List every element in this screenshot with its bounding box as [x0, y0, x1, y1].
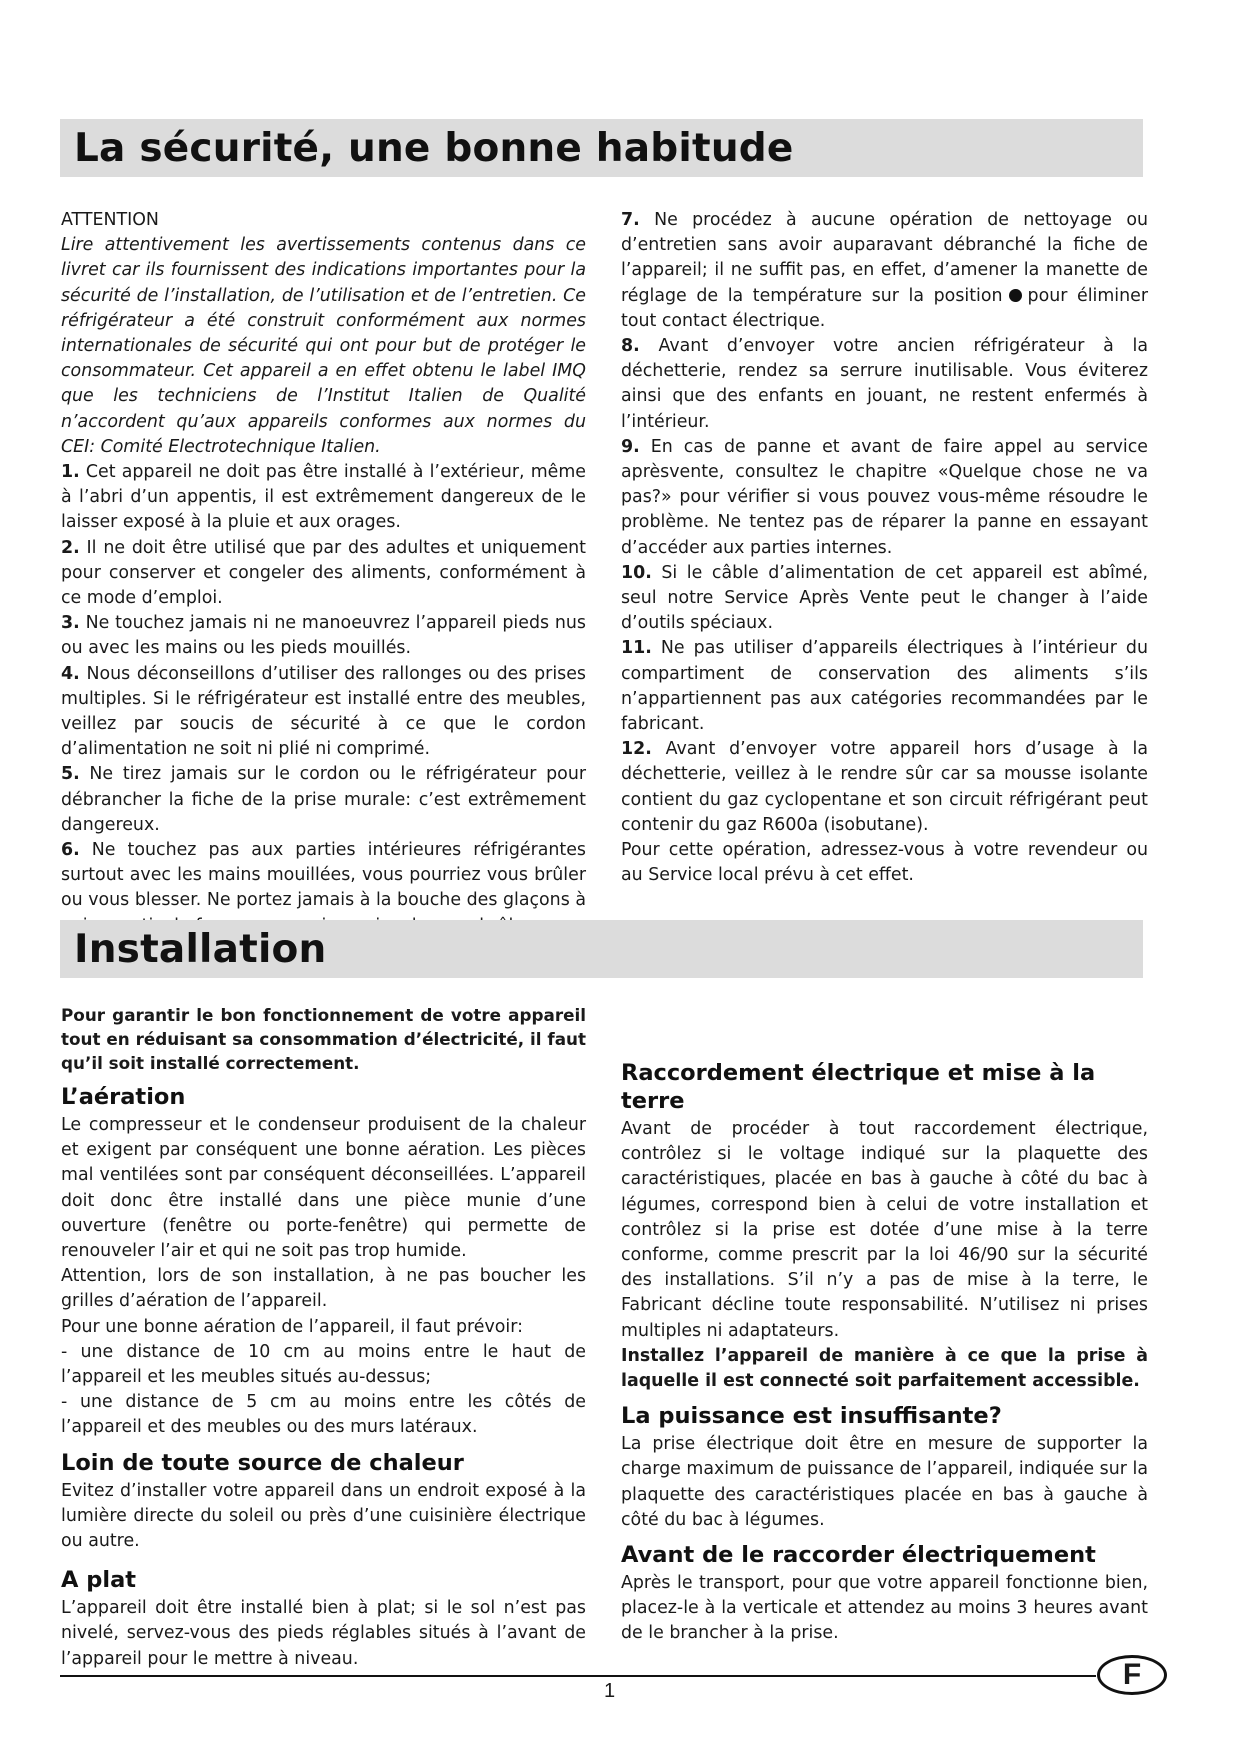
avant-p1: Après le transport, pour que votre appareil fonctionne bien, placez-le à la verticale et attendez au moins 3 heures avant de le brancher à la prise.: [621, 1573, 1148, 1644]
safety-closing: Pour cette opération, adressez-vous à votre revendeur ou au Service local prévu à cet effet.: [621, 840, 1148, 886]
heading-raccordement: Raccordement électrique et mise à la terre: [621, 1060, 1096, 1114]
safety-item-1: 1. Cet appareil ne doit pas être installé à l’extérieur, même à l’abri d’un appentis, il est extrêmement dangereux de le laisser exposé à la pluie et aux orages.: [61, 462, 586, 533]
aeration-p4: - une distance de 10 cm au moins entre le haut de l’appareil et les meubles situés au-dessus;: [61, 1341, 586, 1388]
chaleur-p1: Evitez d’installer votre appareil dans un endroit exposé à la lumière directe du soleil ou près d’une cuisinière électrique ou autre.: [61, 1480, 586, 1552]
raccordement-p1: Avant de procéder à tout raccordement électrique, contrôlez si le voltage indiqué sur la plaquette des caractéristiques, placée en bas à gauche à côté du bac à légumes, correspond bien à celui de votre installation et contrôlez si la prise est dotée d’une mise à la terre conforme, comme prescrit par la loi 46/90 sur la sécurité des installations. S’il n’y a pas de mise à la terre, le Fabricant décline toute responsabilité. N’utilisez ni prises multiples ni adaptateurs.: [621, 1119, 1148, 1341]
footer-divider: [60, 1675, 1096, 1677]
aeration-p2: Attention, lors de son installation, à ne pas boucher les grilles d’aération de l’appareil.: [61, 1266, 586, 1312]
safety-item-11: 11. Ne pas utiliser d’appareils électriques à l’intérieur du compartiment de conservation des aliments s’ils n’appartiennent pas aux catégories recommandées par le fabricant.: [621, 638, 1148, 735]
section-title-securite: La sécurité, une bonne habitude: [74, 125, 794, 171]
heading-aeration: L’aération: [61, 1084, 186, 1110]
section-title-installation: Installation: [74, 926, 327, 972]
installation-lead: Pour garantir le bon fonctionnement de votre appareil tout en réduisant sa consommation d’électricité, il faut qu’il soit installé correctement.: [61, 1005, 586, 1073]
aplat-p1: L’appareil doit être installé bien à plat; si le sol n’est pas nivelé, servez-vous des pieds réglables situés à l’avant de l’appareil pour le mettre à niveau.: [61, 1598, 586, 1669]
securite-column-left: [61, 208, 586, 939]
safety-item-7: 7. Ne procédez à aucune opération de nettoyage ou d’entretien sans avoir auparavant débranché la fiche de l’appareil; il ne suffit pas, en effet, d’amener la manette de réglage de la température sur la position pour éliminer tout contact électrique.: [621, 210, 1148, 331]
section-banner-securite: [60, 119, 1143, 177]
safety-item-4: 4. Nous déconseillons d’utiliser des rallonges ou des prises multiples. Si le réfrigérateur est installé entre des meubles, veillez par soucis de sécurité à ce que le cordon d’alimentation ne soit ni plié ni comprimé.: [61, 663, 586, 760]
safety-item-10: 10. Si le câble d’alimentation de cet appareil est abîmé, seul notre Service Après Vente peut le changer à l’aide d’outils spéciaux.: [621, 562, 1148, 634]
language-badge: F: [1097, 1655, 1167, 1695]
securite-column-right: [621, 208, 1148, 888]
aeration-p1: Le compresseur et le condenseur produisent de la chaleur et exigent par conséquent une bonne aération. Les pièces mal ventilées sont par conséquent déconseillées. L’appareil doit donc être installé dans une pièce munie d’une ouverture (fenêtre ou porte-fenêtre) qui permette de renouveler l’air et qui ne soit pas trop humide.: [61, 1115, 586, 1262]
thermostat-off-position-icon: [1009, 289, 1022, 302]
attention-label: ATTENTION: [61, 210, 159, 230]
page-number: 1: [604, 1680, 616, 1702]
installation-column-right: [621, 1003, 1148, 1647]
safety-item-8: 8. Avant d’envoyer votre ancien réfrigérateur à la déchetterie, rendez sa serrure inutilisable. Vous éviterez ainsi que des enfants en jouant, ne restent enfermés à l’intérieur.: [621, 336, 1148, 432]
heading-puissance: La puissance est insuffisante?: [621, 1403, 1002, 1430]
heading-aplat: A plat: [61, 1567, 137, 1594]
section-banner-installation: [60, 920, 1143, 978]
safety-item-3: 3. Ne touchez jamais ni ne manoeuvrez l’appareil pieds nus ou avec les mains ou les pieds mouillés.: [61, 613, 586, 659]
safety-item-2: 2. Il ne doit être utilisé que par des adultes et uniquement pour conserver et congeler des aliments, conformément à ce mode d’emploi.: [61, 537, 586, 609]
installation-column-left: [61, 1003, 586, 1672]
safety-item-12: 12. Avant d’envoyer votre appareil hors d’usage à la déchetterie, veillez à le rendre sûr car sa mousse isolante contient du gaz cyclopentane et son circuit réfrigérant peut contenir du gaz R600a (isobutane).: [621, 739, 1148, 835]
aeration-p5: - une distance de 5 cm au moins entre les côtés de l’appareil et des meubles ou des murs latéraux.: [61, 1392, 586, 1438]
safety-item-9: 9. En cas de panne et avant de faire appel au service aprèsvente, consultez le chapitre «Quelque chose ne va pas?» pour vérifier si vous pouvez vous-même résoudre le problème. Ne tentez pas de réparer la panne en essayant d’accéder aux parties internes.: [621, 436, 1148, 558]
aeration-p3: Pour une bonne aération de l’appareil, il faut prévoir:: [61, 1316, 523, 1337]
attention-intro: Lire attentivement les avertissements contenus dans ce livret car ils fournissent des indications importantes pour la sécurité de l’installation, de l’utilisation et de l’entretien. Ce réfrigérateur a été construit conformément aux normes internationales de sécurité qui ont pour but de protéger le consommateur. Cet appareil a en effet obtenu le label IMQ que les techniciens de l’Institut Italien de Qualité n’accordent qu’aux appareils conformes aux normes du CEI: Comité Electrotechnique Italien.: [61, 235, 586, 457]
heading-avant: Avant de le raccorder électriquement: [621, 1542, 1096, 1569]
puissance-p1: La prise électrique doit être en mesure de supporter la charge maximum de puissance de l’appareil, indiquée sur la plaquette des caractéristiques placée en bas à gauche à côté du bac à légumes.: [621, 1434, 1148, 1530]
raccordement-p2: Installez l’appareil de manière à ce que la prise à laquelle il est connecté soit parfaitement accessible.: [621, 1345, 1148, 1392]
heading-chaleur: Loin de toute source de chaleur: [61, 1449, 464, 1476]
safety-item-6: 6. Ne touchez pas aux parties intérieures réfrigérantes surtout avec les mains mouillées, vous pourriez vous brûler ou vous blesser. Ne portez jamais à la bouche des glaçons à: [61, 840, 586, 911]
safety-item-5: 5. Ne tirez jamais sur le cordon ou le réfrigérateur pour débrancher la fiche de la prise murale: c’est extrêmement dangereux.: [61, 764, 586, 835]
